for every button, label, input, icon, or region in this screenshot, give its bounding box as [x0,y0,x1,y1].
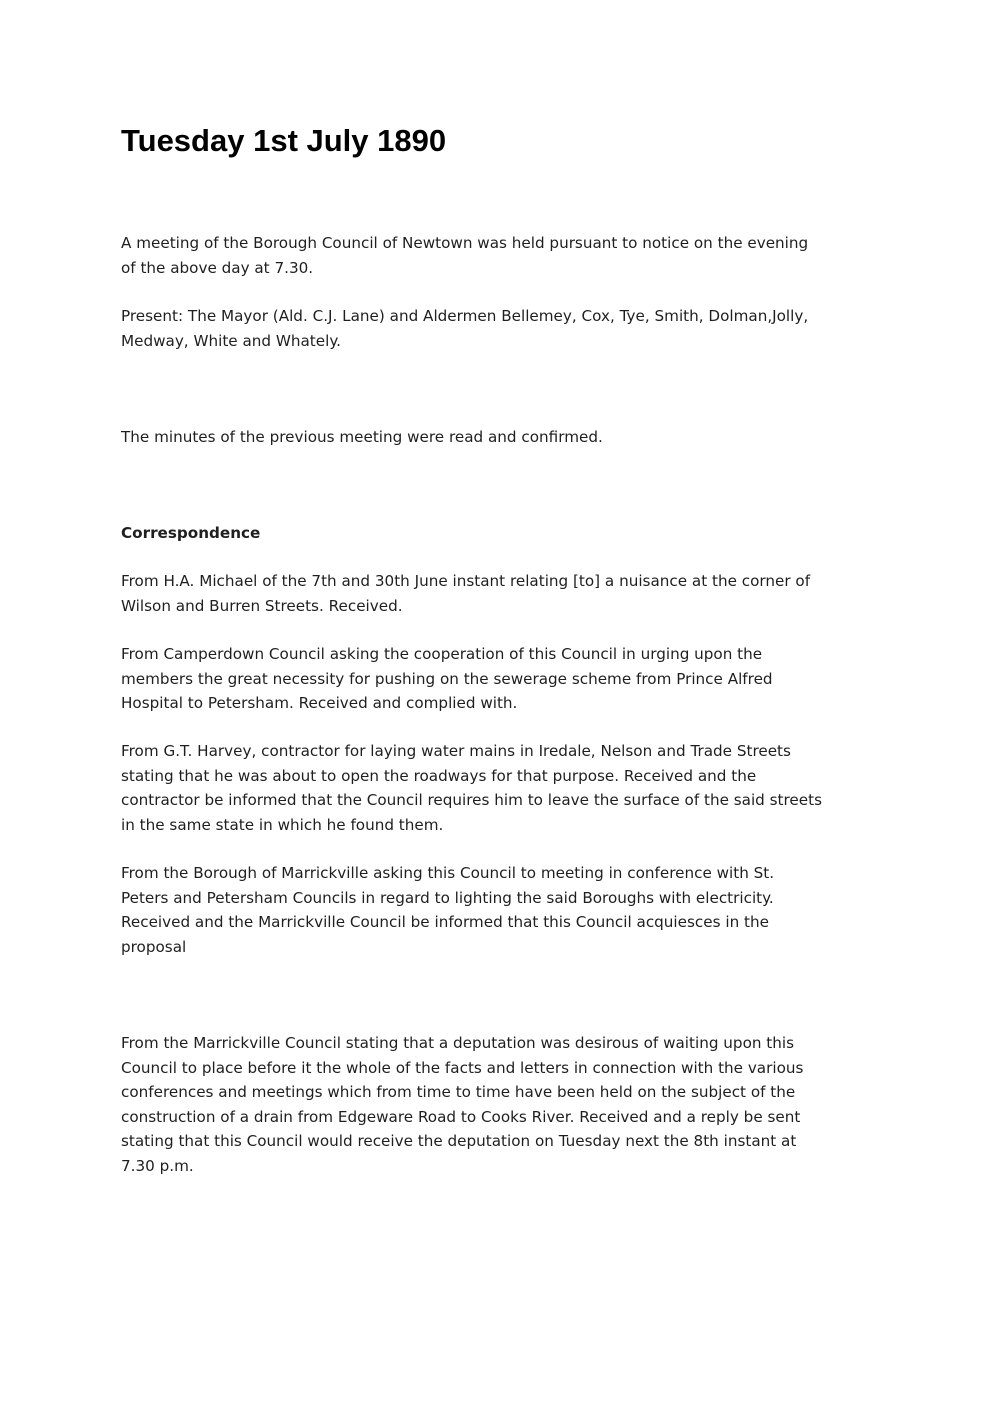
text-line: conferences and meetings which from time to time have been held on the subject of the [121,1083,796,1101]
text-line: From G.T. Harvey, contractor for laying water mains in Iredale, Nelson and Trade Streets [121,742,791,760]
text-line: stating that this Council would receive the deputation on Tuesday next the 8th instant at [121,1132,797,1150]
text-line: members the great necessity for pushing on the sewerage scheme from Prince Alfred [121,669,773,688]
text-line: contractor be informed that the Council requires him to leave the surface of the said streets [121,791,822,809]
text-line: in the same state in which he found them. [121,815,444,834]
correspondence-heading: Correspondence [121,524,261,542]
text-line: Medway, White and Whately. [121,331,341,350]
text-line: 7.30 p.m. [121,1156,194,1175]
correspondence-item [121,569,891,618]
text-line: Present: The Mayor (Ald. C.J. Lane) and Aldermen Bellemey, Cox, Tye, Smith, Dolman,Jolly, [121,307,809,325]
present-paragraph [121,304,891,353]
correspondence-item [121,861,891,959]
text-line: Hospital to Petersham. Received and complied with. [121,694,518,712]
text-line: A meeting of the Borough Council of Newtown was held pursuant to notice on the evening [121,234,809,252]
text-line: Received and the Marrickville Council be informed that this Council acquiesces in the [121,913,769,931]
correspondence-item [121,1031,891,1178]
text-line: From the Borough of Marrickville asking this Council to meeting in conference with St. [121,864,775,882]
text-line: Wilson and Burren Streets. Received. [121,596,403,615]
correspondence-item [121,739,891,837]
correspondence-item [121,642,891,716]
minutes-paragraph [121,425,891,450]
text-line: Council to place before it the whole of the facts and letters in connection with the various [121,1058,804,1077]
text-line: proposal [121,937,187,956]
text-line: The minutes of the previous meeting were read and confirmed. [121,428,603,446]
text-line: From the Marrickville Council stating that a deputation was desirous of waiting upon this [121,1034,795,1052]
text-line: of the above day at 7.30. [121,258,314,277]
text-line: stating that he was about to open the roadways for that purpose. Received and the [121,766,757,785]
page-title: Tuesday 1st July 1890 [121,123,447,158]
text-line: construction of a drain from Edgeware Road to Cooks River. Received and a reply be sent [121,1107,801,1126]
text-line: Peters and Petersham Councils in regard to lighting the said Boroughs with electricity. [121,888,774,907]
text-line: From H.A. Michael of the 7th and 30th June instant relating [to] a nuisance at the corner of [121,572,811,590]
text-line: From Camperdown Council asking the cooperation of this Council in urging upon the [121,645,763,663]
intro-paragraph [121,231,891,280]
